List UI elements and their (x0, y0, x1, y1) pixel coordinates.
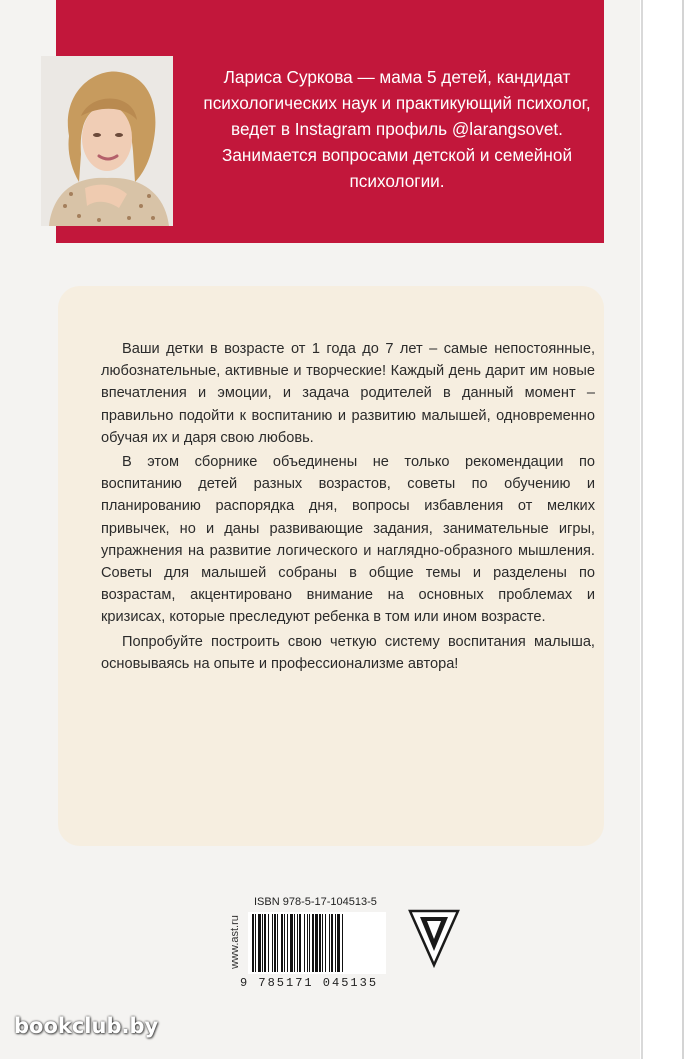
barcode-bar (290, 914, 293, 972)
barcode-bar (287, 914, 288, 972)
barcode-bar (255, 914, 256, 972)
barcode-bar (307, 914, 308, 972)
barcode-bar (272, 914, 273, 972)
watermark: bookclub.by (14, 1014, 159, 1038)
barcode-bar (304, 914, 305, 972)
spine-edge (641, 0, 643, 1059)
annotation-paragraph: В этом сборнике объединены не только рекомендации по воспитанию детей разных возрастов, советы по обучению и планированию распорядка дня, вопросы избавления от мелких привычек, но и даны развивающие задания, занимательные игры, упражнения на развитие логического и наглядно-образного мышления. Советы для малышей собраны в общие темы и разделены по возрастам, акцентировано внимание на основных проблемах и кризисах, которые преследуют ребенка в том или ином возрасте. (101, 454, 595, 626)
barcode-bar (331, 914, 333, 972)
barcode-bar (281, 914, 283, 972)
barcode-bar (294, 914, 295, 972)
barcode-bar (297, 914, 298, 972)
isbn-barcode (248, 912, 386, 974)
barcode-bar (274, 914, 276, 972)
barcode-bar (335, 914, 336, 972)
barcode-bar (264, 914, 266, 972)
barcode-bar (337, 914, 340, 972)
barcode-bar (299, 914, 301, 972)
barcode-bar (258, 914, 261, 972)
author-portrait-image (41, 56, 173, 226)
v-triangle-logo-icon (408, 907, 460, 969)
barcode-bar (312, 914, 314, 972)
author-photo (41, 56, 173, 226)
publisher-site (228, 896, 242, 988)
barcode-bar (277, 914, 278, 972)
book-annotation (101, 338, 595, 675)
barcode-bar (268, 914, 269, 972)
spine-edge (682, 0, 684, 1059)
barcode-bar (309, 914, 310, 972)
barcode-bar (252, 914, 254, 972)
barcode-bar (329, 914, 330, 972)
barcode-bar (262, 914, 263, 972)
barcode-bar (342, 914, 343, 972)
annotation-paragraph: Ваши детки в возрасте от 1 года до 7 лет – самые непостоянные, любознательные, активные и творческие! Каждый день дарит им новые впечатления и эмоции, и задача родителей в данный момент – правильно подойти к воспитанию и развитию малышей, одновременно обучая их и даря свою любовь. (101, 341, 595, 446)
barcode-bar (322, 914, 323, 972)
barcode-bar (315, 914, 318, 972)
barcode-digits: 9 785171 045135 (240, 976, 379, 990)
barcode-bar (284, 914, 285, 972)
isbn-number: ISBN 978-5-17-104513-5 (254, 896, 377, 908)
barcode-bar (325, 914, 326, 972)
publisher-site-text: www.ast.ru (229, 915, 241, 969)
annotation-paragraph: Попробуйте построить свою четкую систему воспитания малыша, основываясь на опыте и профессионализме автора! (101, 633, 595, 672)
barcode-bar (319, 914, 321, 972)
author-bio: Лариса Суркова — мама 5 детей, кандидат психологических наук и практикующий психолог, ведет в Instagram профиль @larangsovet. Занимается вопросами детской и семейной психологии. (203, 67, 591, 191)
